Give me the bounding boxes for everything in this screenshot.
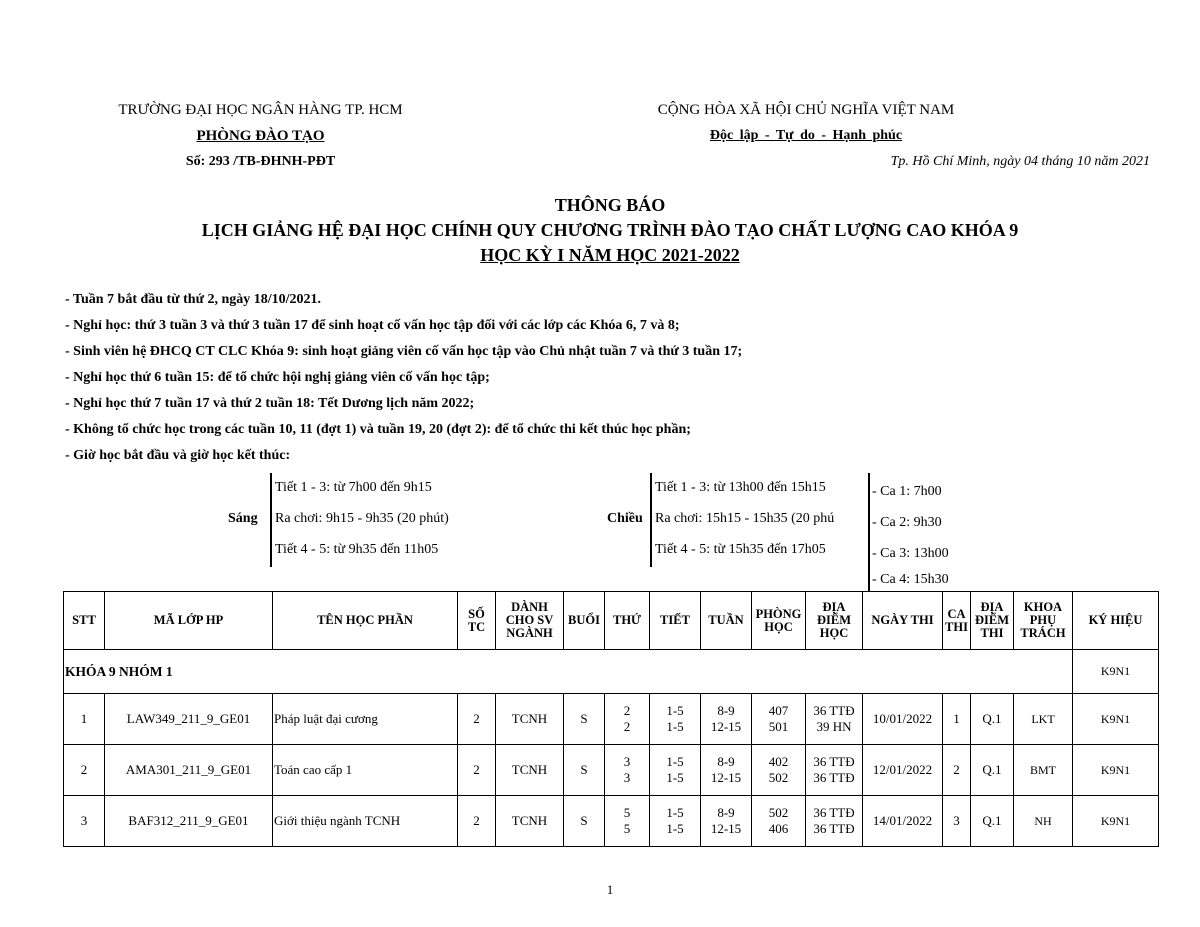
document-number: Số: 293 /TB-ĐHNH-PĐT — [185, 154, 336, 169]
cell-class-code: BAF312_211_9_GE01 — [105, 796, 273, 847]
week-1: 8-9 — [717, 754, 735, 769]
cell-weekday — [605, 694, 650, 745]
weekday-2: 5 — [623, 821, 631, 836]
cell-location — [806, 694, 863, 745]
col-header-weekday: THỨ — [605, 592, 650, 650]
period-2: 1-5 — [666, 821, 684, 836]
note-line: - Sinh viên hệ ĐHCQ CT CLC Khóa 9: sinh hoạt giảng viên cố vấn học tập vào Chủ nhật tuần 7 và thứ 3 tuần 17; — [65, 344, 743, 359]
cell-week — [701, 796, 752, 847]
room-2: 502 — [768, 770, 789, 785]
table-row — [64, 796, 1159, 847]
national-motto: Độc lập - Tự do - Hạnh phúc — [709, 128, 903, 143]
room-1: 402 — [768, 754, 789, 769]
republic-name: CỘNG HÒA XÃ HỘI CHỦ NGHĨA VIỆT NAM — [657, 102, 955, 118]
group-label: KHÓA 9 NHÓM 1 — [64, 650, 1014, 694]
exam-shift: - Ca 1: 7h00 — [872, 484, 942, 499]
exam-shift: - Ca 3: 13h00 — [872, 546, 949, 561]
cell-faculty: BMT — [1014, 745, 1073, 796]
col-header-room: PHÒNG HỌC — [752, 592, 806, 650]
semester-title: HỌC KỲ I NĂM HỌC 2021-2022 — [480, 245, 740, 265]
cell-room — [752, 694, 806, 745]
week-2: 12-15 — [710, 821, 742, 836]
cell-major: TCNH — [496, 796, 564, 847]
cell-credits: 2 — [458, 796, 496, 847]
cell-exam-date: 10/01/2022 — [863, 694, 943, 745]
cell-week — [701, 745, 752, 796]
afternoon-break: Ra chơi: 15h15 - 15h35 (20 phú — [655, 511, 835, 526]
place-date: Tp. Hồ Chí Minh, ngày 04 tháng 10 năm 2021 — [890, 154, 1150, 169]
col-header-period: TIẾT — [650, 592, 701, 650]
week-2: 12-15 — [710, 770, 742, 785]
room-1: 502 — [768, 805, 789, 820]
table-row — [64, 745, 1159, 796]
col-header-course-name: TÊN HỌC PHẦN — [273, 592, 458, 650]
week-1: 8-9 — [717, 703, 735, 718]
col-header-faculty: KHOA PHỤ TRÁCH — [1014, 592, 1073, 650]
cell-session: S — [564, 694, 605, 745]
weekday-1: 5 — [623, 805, 631, 820]
cell-class-code: AMA301_211_9_GE01 — [105, 745, 273, 796]
notice-title: THÔNG BÁO — [554, 195, 666, 215]
cell-code: K9N1 — [1073, 694, 1159, 745]
room-2: 406 — [768, 821, 789, 836]
cell-exam-location: Q.1 — [971, 745, 1014, 796]
period-1: 1-5 — [666, 754, 684, 769]
room-2: 501 — [768, 719, 789, 734]
cell-weekday — [605, 745, 650, 796]
cell-course-name: Pháp luật đại cương — [273, 694, 458, 745]
cell-exam-location: Q.1 — [971, 796, 1014, 847]
table-row — [64, 694, 1159, 745]
cell-course-name: Toán cao cấp 1 — [273, 745, 458, 796]
cell-code: K9N1 — [1073, 745, 1159, 796]
cell-credits: 2 — [458, 694, 496, 745]
afternoon-label: Chiều — [607, 511, 643, 526]
cell-faculty: LKT — [1014, 694, 1073, 745]
weekday-2: 2 — [623, 719, 631, 734]
cell-exam-shift: 2 — [943, 745, 971, 796]
divider — [650, 473, 652, 567]
cell-session: S — [564, 745, 605, 796]
col-header-week: TUẦN — [701, 592, 752, 650]
cell-major: TCNH — [496, 745, 564, 796]
cell-week — [701, 694, 752, 745]
divider — [868, 473, 870, 591]
note-line: - Nghỉ học: thứ 3 tuần 3 và thứ 3 tuần 17 để sinh hoạt cố vấn học tập đối với các lớp các Khóa 6, 7 và 8; — [65, 318, 680, 333]
cell-stt: 3 — [64, 796, 105, 847]
location-2: 36 TTĐ — [813, 770, 855, 785]
cell-period — [650, 694, 701, 745]
col-header-location: ĐỊA ĐIỂM HỌC — [806, 592, 863, 650]
weekday-2: 3 — [623, 770, 631, 785]
period-2: 1-5 — [666, 770, 684, 785]
weekday-1: 2 — [623, 703, 631, 718]
period-2: 1-5 — [666, 719, 684, 734]
school-name: TRƯỜNG ĐẠI HỌC NGÂN HÀNG TP. HCM — [118, 102, 403, 118]
cell-credits: 2 — [458, 745, 496, 796]
cell-class-code: LAW349_211_9_GE01 — [105, 694, 273, 745]
note-line: - Nghỉ học thứ 6 tuần 15: để tổ chức hội nghị giảng viên cố vấn học tập; — [65, 370, 490, 385]
morning-period: Tiết 4 - 5: từ 9h35 đến 11h05 — [275, 542, 439, 557]
weekday-1: 3 — [623, 754, 631, 769]
department-name: PHÒNG ĐÀO TẠO — [196, 128, 325, 144]
location-2: 39 HN — [816, 719, 852, 734]
col-header-exam-date: NGÀY THI — [863, 592, 943, 650]
col-header-exam-shift: CA THI — [943, 592, 971, 650]
period-1: 1-5 — [666, 805, 684, 820]
cell-room — [752, 796, 806, 847]
cell-room — [752, 745, 806, 796]
cell-period — [650, 745, 701, 796]
col-header-class-code: MÃ LỚP HP — [105, 592, 273, 650]
table-header-row — [64, 592, 1159, 650]
location-1: 36 TTĐ — [813, 703, 855, 718]
col-header-credits: SỐ TC — [458, 592, 496, 650]
period-1: 1-5 — [666, 703, 684, 718]
week-2: 12-15 — [710, 719, 742, 734]
group-code: K9N1 — [1073, 650, 1159, 694]
cell-weekday — [605, 796, 650, 847]
notice-subtitle: LỊCH GIẢNG HỆ ĐẠI HỌC CHÍNH QUY CHƯƠNG TRÌNH ĐÀO TẠO CHẤT LƯỢNG CAO KHÓA 9 — [201, 220, 1019, 240]
cell-course-name: Giới thiệu ngành TCNH — [273, 796, 458, 847]
group-row — [64, 650, 1159, 694]
location-2: 36 TTĐ — [813, 821, 855, 836]
note-line: - Không tổ chức học trong các tuần 10, 11 (đợt 1) và tuần 19, 20 (đợt 2): để tổ chức thi kết thúc học phần; — [65, 422, 691, 437]
col-header-major: DÀNH CHO SV NGÀNH — [496, 592, 564, 650]
schedule-table — [63, 591, 1159, 847]
page-number: 1 — [606, 882, 614, 897]
cell-stt: 2 — [64, 745, 105, 796]
col-header-stt: STT — [64, 592, 105, 650]
col-header-exam-location: ĐỊA ĐIỂM THI — [971, 592, 1014, 650]
room-1: 407 — [768, 703, 789, 718]
empty-cell — [1014, 650, 1073, 694]
cell-exam-location: Q.1 — [971, 694, 1014, 745]
cell-stt: 1 — [64, 694, 105, 745]
morning-label: Sáng — [228, 511, 258, 526]
cell-period — [650, 796, 701, 847]
note-line: - Nghỉ học thứ 7 tuần 17 và thứ 2 tuần 18: Tết Dương lịch năm 2022; — [65, 396, 475, 411]
cell-session: S — [564, 796, 605, 847]
cell-exam-shift: 1 — [943, 694, 971, 745]
col-header-code: KÝ HIỆU — [1073, 592, 1159, 650]
afternoon-period: Tiết 4 - 5: từ 15h35 đến 17h05 — [655, 542, 826, 557]
morning-period: Tiết 1 - 3: từ 7h00 đến 9h15 — [275, 480, 432, 495]
afternoon-period: Tiết 1 - 3: từ 13h00 đến 15h15 — [655, 480, 826, 495]
location-1: 36 TTĐ — [813, 754, 855, 769]
cell-exam-date: 14/01/2022 — [863, 796, 943, 847]
exam-shift: - Ca 2: 9h30 — [872, 515, 942, 530]
note-line: - Tuần 7 bắt đầu từ thứ 2, ngày 18/10/2021. — [65, 292, 322, 307]
cell-location — [806, 745, 863, 796]
note-line: - Giờ học bắt đầu và giờ học kết thúc: — [65, 448, 291, 463]
cell-exam-shift: 3 — [943, 796, 971, 847]
cell-faculty: NH — [1014, 796, 1073, 847]
cell-code: K9N1 — [1073, 796, 1159, 847]
exam-shift: - Ca 4: 15h30 — [872, 572, 949, 587]
location-1: 36 TTĐ — [813, 805, 855, 820]
cell-location — [806, 796, 863, 847]
morning-break: Ra chơi: 9h15 - 9h35 (20 phút) — [275, 511, 449, 526]
col-header-session: BUỔI — [564, 592, 605, 650]
divider — [270, 473, 272, 567]
cell-major: TCNH — [496, 694, 564, 745]
cell-exam-date: 12/01/2022 — [863, 745, 943, 796]
week-1: 8-9 — [717, 805, 735, 820]
